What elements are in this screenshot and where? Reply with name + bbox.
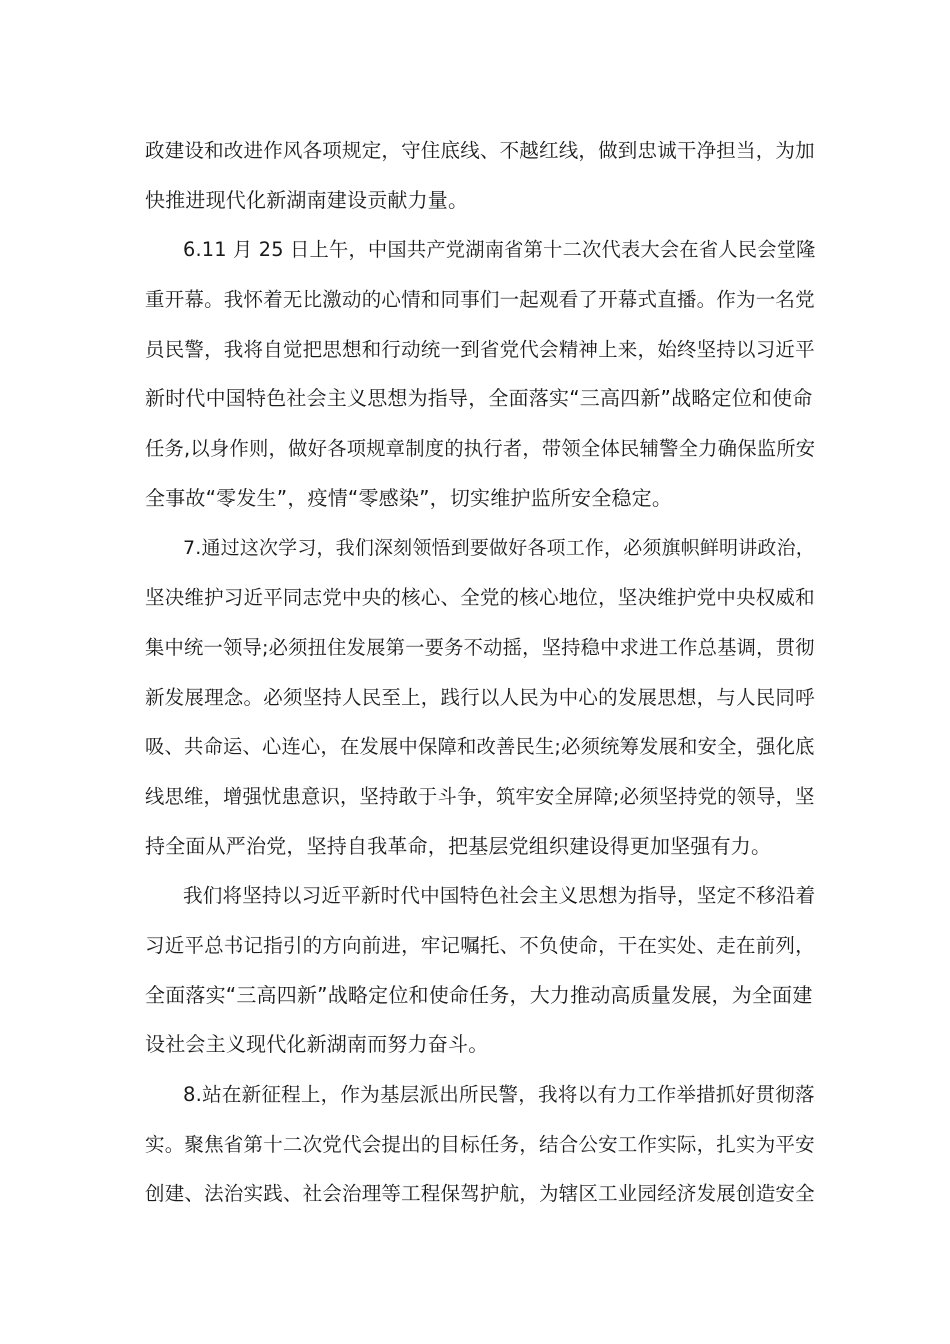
text-line: 吸、共命运、心连心，在发展中保障和改善民生;必须统筹发展和安全，强化底 bbox=[145, 735, 815, 759]
text-line: 设社会主义现代化新湖南而努力奋斗。 bbox=[145, 1032, 489, 1057]
text-line: 线思维，增强忧患意识，坚持敢于斗争，筑牢安全屏障;必须坚持党的领导，坚 bbox=[145, 784, 815, 808]
text-line: 8.站在新征程上，作为基层派出所民警，我将以有力工作举措抓好贯彻落 bbox=[183, 1083, 815, 1107]
text-line: 我们将坚持以习近平新时代中国特色社会主义思想为指导，坚定不移沿着 bbox=[183, 884, 816, 908]
text-line: 集中统一领导;必须扭住发展第一要务不动摇，坚持稳中求进工作总基调，贯彻 bbox=[145, 635, 815, 659]
text-line: 习近平总书记指引的方向前进，牢记嘱托、不负使命，干在实处、走在前列， bbox=[145, 934, 815, 957]
text-line: 新时代中国特色社会主义思想为指导，全面落实“三高四新”战略定位和使命 bbox=[145, 386, 813, 411]
text-line: 全事故“零发生”，疫情“零感染”，切实维护监所安全稳定。 bbox=[145, 485, 673, 510]
text-line: 员民警，我将自觉把思想和行动统一到省党代会精神上来，始终坚持以习近平 bbox=[145, 337, 815, 361]
text-line: 持全面从严治党，坚持自我革命，把基层党组织建设得更加坚强有力。 bbox=[145, 833, 772, 858]
text-line: 政建设和改进作风各项规定，守住底线、不越红线，做到忠诚干净担当，为加 bbox=[145, 139, 815, 162]
text-line: 快推进现代化新湖南建设贡献力量。 bbox=[145, 187, 469, 212]
text-line: 7.通过这次学习，我们深刻领悟到要做好各项工作，必须旗帜鲜明讲政治， bbox=[183, 536, 815, 559]
text-line: 重开幕。我怀着无比激动的心情和同事们一起观看了开幕式直播。作为一名党 bbox=[145, 288, 815, 312]
text-line: 全面落实“三高四新”战略定位和使命任务，大力推动高质量发展，为全面建 bbox=[145, 982, 813, 1007]
text-line: 坚决维护习近平同志党中央的核心、全党的核心地位，坚决维护党中央权威和 bbox=[145, 586, 815, 610]
text-line: 新发展理念。必须坚持人民至上，践行以人民为中心的发展思想，与人民同呼 bbox=[145, 685, 815, 709]
text-line: 创建、法治实践、社会治理等工程保驾护航，为辖区工业园经济发展创造安全 bbox=[145, 1182, 815, 1206]
body-text bbox=[145, 126, 815, 1219]
text-line: 实。聚焦省第十二次党代会提出的目标任务，结合公安工作实际，扎实为平安 bbox=[145, 1132, 815, 1156]
text-line: 6.11 月 25 日上午，中国共产党湖南省第十二次代表大会在省人民会堂隆 bbox=[183, 238, 816, 262]
text-line: 任务,以身作则，做好各项规章制度的执行者，带领全体民辅警全力确保监所安 bbox=[145, 437, 816, 461]
